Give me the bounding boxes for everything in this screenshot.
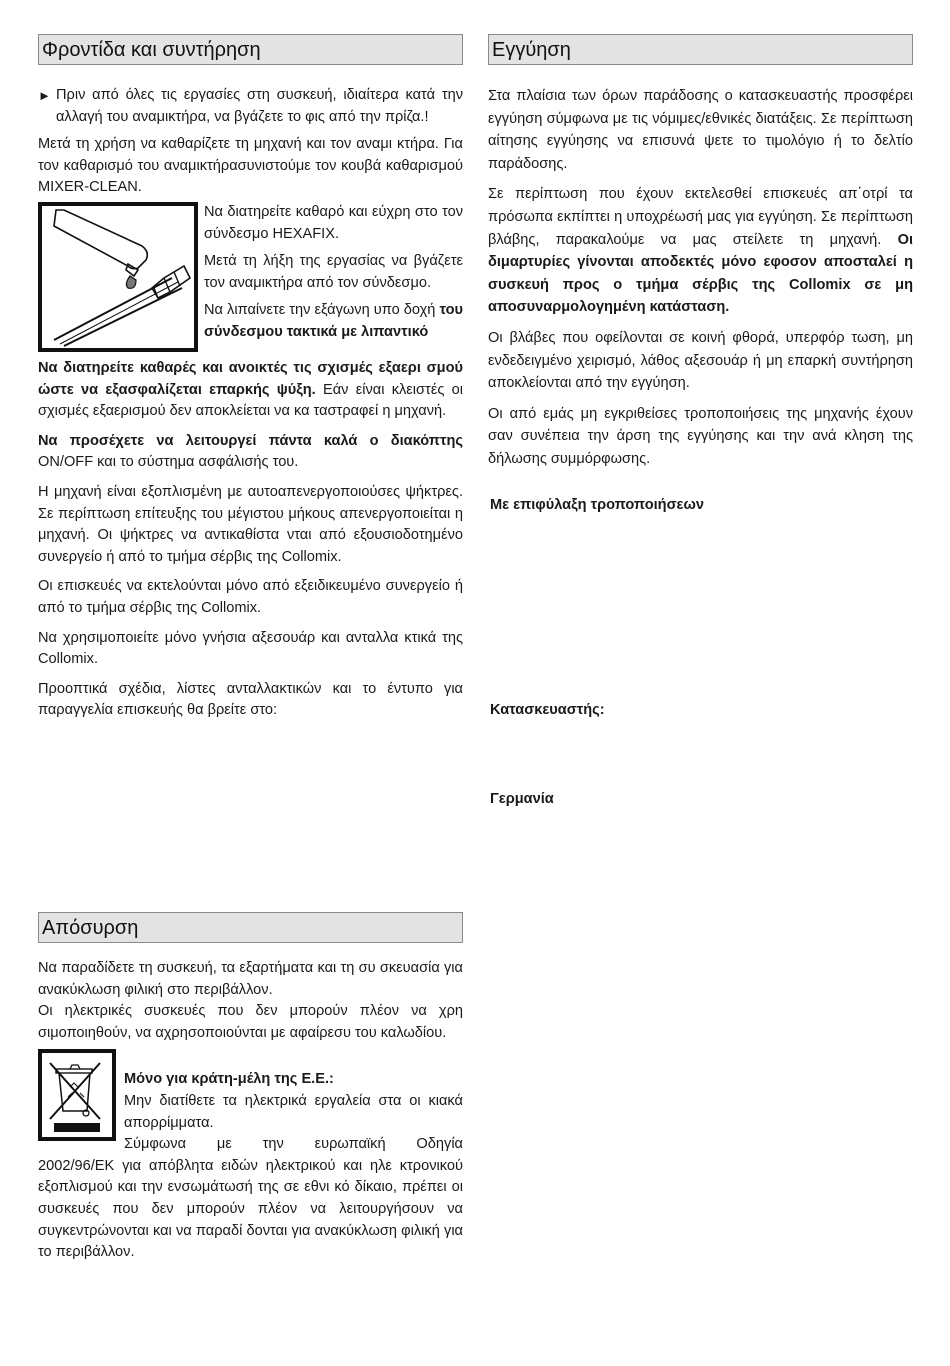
switch-bold: Να προσέχετε να λειτουργεί πάντα καλά ο διακόπτης	[38, 432, 463, 449]
eu-paragraph-directive: 2002/96/ΕΚ για απόβλητα ειδών ηλεκτρικού και ηλε κτρονικού εξοπλισμού και την ενσωμάτωσή της σε εθνι κό δίκαιο, πρέπει οι συσκευές που δεν μπορούν πλέον να λειτουργήσουν να συγκεντρώνονται και να παραδί δονται για ανακύκλωση φιλική για το περιβάλλον.	[38, 1157, 463, 1261]
hexafix-grease-svg	[42, 206, 194, 348]
care-section	[38, 34, 463, 722]
disposal-paragraph-recycle: Να παραδίδετε τη συσκευή, τα εξαρτήματα και τη συ σκευασία για ανακύκλωση φιλική στο περιβάλλον.	[38, 960, 463, 998]
reservation-note-text: Με επιφύλαξη τροποποιήσεων	[490, 497, 704, 513]
care-paragraph-switch	[38, 431, 463, 474]
warranty-paragraph-terms: Στα πλαίσια των όρων παράδοσης ο κατασκευαστής προσφέρει εγγύηση σύμφωνα με τις νόμιμες/εθνικές διατάξεις. Σε περίπτωση αίτησης εγγύησης να επισυνά ψετε το τιμολόγιο ή το δελτίο παράδοσης.	[488, 88, 913, 172]
warranty-repairs-plain: Σε περίπτωση που έχουν εκτελεσθεί επισκευές απ΄οτρί τα πρόσωπα εκπίπτει η υποχρέωσή μας για εγγύηση. Σε περίπτωση βλάβης, παρακαλούμε να μας στείλετε τη μηχανή.	[488, 186, 913, 248]
warranty-title: Εγγύηση	[488, 34, 913, 65]
country-label-text: Γερμανία	[490, 791, 554, 807]
care-title: Φροντίδα και συντήρηση	[38, 34, 463, 65]
hexafix-clean-text: Να διατηρείτε καθαρό και εύχρη στο τον σύνδεσμο HEXAFIX.	[204, 203, 463, 242]
hexafix-remove-text: Μετά τη λήξη της εργασίας να βγάζετε τον αναμικτήρα από τον σύνδεσμο.	[204, 253, 463, 291]
eu-title-text: Μόνο για κράτη-μέλη της Ε.Ε.:	[124, 1071, 334, 1088]
weee-bin-icon	[38, 1049, 116, 1141]
care-paragraph-drawings: Προοπτικά σχέδια, λίστες ανταλλακτικών και το έντυπο για παραγγελία επισκευής θα βρείτε στο:	[38, 680, 463, 719]
warranty-section	[488, 34, 913, 471]
manufacturer-label	[490, 702, 605, 718]
unplug-warning	[38, 85, 463, 128]
manufacturer-label-text: Κατασκευαστής:	[490, 702, 605, 718]
care-paragraph-accessories: Να χρησιμοποιείτε μόνο γνήσια αξεσουάρ και ανταλλα κτικά της Collomix.	[38, 629, 463, 668]
care-paragraph-cleaning: Μετά τη χρήση να καθαρίζετε τη μηχανή και τον αναμι κτήρα. Για τον καθαρισμό του αναμικτήρασυνιστούμε τον κουβά καθαρισμού MIXER-CLEAN.	[38, 136, 463, 196]
warranty-paragraph-repairs	[488, 183, 913, 319]
care-paragraph-vents	[38, 358, 463, 423]
vents-bold: Να διατηρείτε καθαρές και ανοικτές τις σχισμές εξαερι σμού ώστε να εξασφαλίζεται επαρκής ψύξη.	[38, 359, 463, 398]
warranty-paragraph-modifications: Οι από εμάς μη εγκριθείσες τροποποιήσεις της μηχανής έχουν σαν συνέπεια την άρση της εγγύησης και την ανά κληση της δήλωσης συμμόρφωσης.	[488, 405, 913, 467]
eu-directive-lead: Σύμφωνα με την ευρωπαϊκή Οδηγία	[124, 1136, 463, 1153]
hexafix-lube-text-bold: του σύνδεσμου τακτικά με λιπαντικό	[204, 302, 463, 340]
hexafix-grease-illustration	[38, 202, 198, 352]
hexafix-figure-block	[38, 202, 463, 352]
warranty-repairs-bold: Οι διμαρτυρίες γίνονται αποδεκτές μόνο εφοσον αποσταλεί η συσκευή προς ο τμήμα σέρβις της Collomix σε μη αποσυναρμολογημένη κατάσταση.	[488, 231, 913, 316]
eu-paragraph-household: Μην διατίθετε τα ηλεκτρικά εργαλεία στα οι κιακά απορρίμματα.	[124, 1092, 463, 1131]
disposal-title: Απόσυρση	[38, 912, 463, 943]
weee-block	[38, 1049, 463, 1155]
warranty-paragraph-exclusions: Οι βλάβες που οφείλονται σε κοινή φθορά, υπερφόρ τωση, μη ενδεδειγμένο χειρισμό, λάθος αξεσουάρ ή μη επαρκή συντήρηση αποκλείονται από την εγγύηση.	[488, 329, 913, 392]
country-label	[490, 791, 554, 807]
arrow-bullet-icon: ►	[38, 88, 51, 103]
unplug-warning-text: Πριν από όλες τις εργασίες στη συσκευή, ιδιαίτερα κατά την αλλαγή του αναμικτήρα, να βγάζετε το φις από την πρίζα.!	[56, 87, 463, 125]
hexafix-figure-text	[204, 202, 463, 352]
care-paragraph-repairs: Οι επισκευές να εκτελούνται μόνο από εξειδικευμένο συνεργείο ή από το τμήμα σέρβις της Collomix.	[38, 578, 463, 616]
vents-plain: Εάν είναι κλειστές οι σχισμές εξαερισμού δεν αποκλείεται να κα ταστραφεί η μηχανή.	[38, 381, 463, 420]
weee-text	[124, 1049, 463, 1155]
reservation-note	[490, 497, 704, 513]
hexafix-lube-text-plain: Να λιπαίνετε την εξάγωνη υπο δοχή	[204, 302, 440, 319]
care-paragraph-brushes: Η μηχανή είναι εξοπλισμένη με αυτοαπενεργοποιούσες ψήκτρες. Σε περίπτωση επίτευξης του μέγιστου μήκους απενεργοποιείται η μηχανή. Οι ψήκτρες να αντικαθίστα νται από εξουσιοδοτημένο συνεργείο ή από το τμήμα σέρβις της Collomix.	[38, 483, 463, 565]
switch-plain: ON/OFF και το σύστημα ασφάλισής του.	[38, 454, 299, 471]
eu-title	[124, 1069, 463, 1091]
disposal-paragraph-cable: Οι ηλεκτρικές συσκευές που δεν μπορούν πλέον να χρη σιμοποιηθούν, να αχρησοποιούνται με αφαίρεσυ του καλωδίου.	[38, 1003, 463, 1041]
hexafix-lube-text	[204, 300, 463, 343]
disposal-section	[38, 912, 463, 1264]
crossed-bin-svg	[42, 1053, 112, 1137]
